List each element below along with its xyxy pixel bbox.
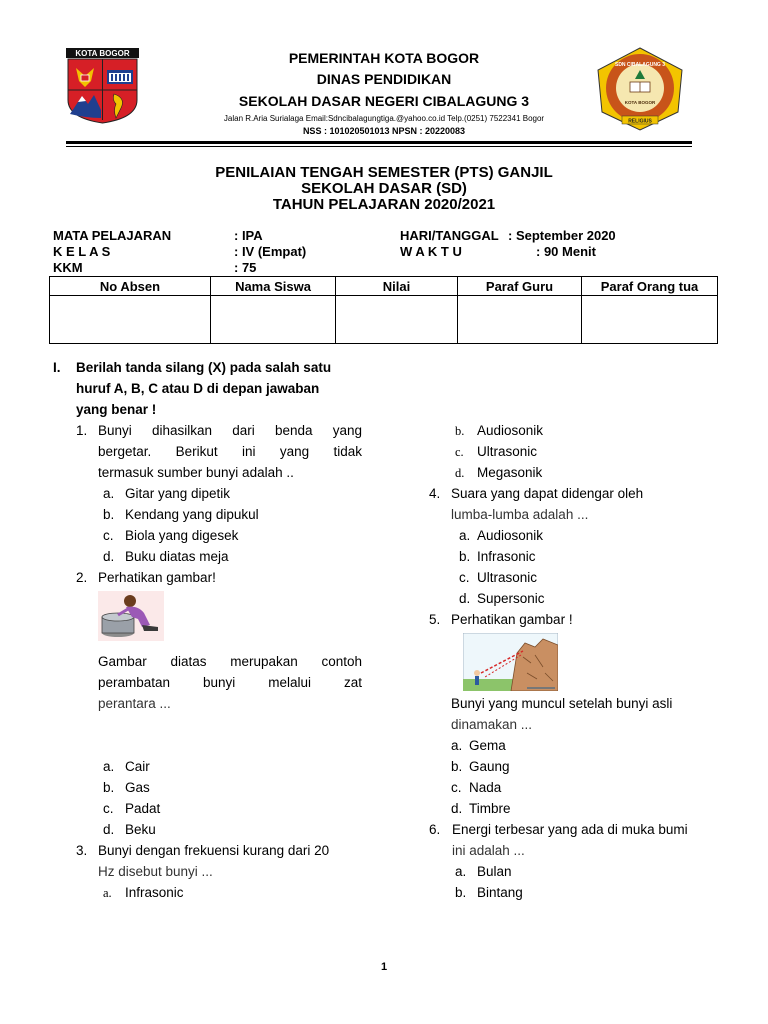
instruction-line-1: Berilah tanda silang (X) pada salah satu xyxy=(76,360,332,375)
time-label: W A K T U xyxy=(400,244,462,259)
q2-option-d-letter: d. xyxy=(103,822,115,837)
q2-option-c[interactable]: Padat xyxy=(125,801,161,816)
student-info-table xyxy=(49,276,718,344)
q2-line-3: perantara ... xyxy=(98,696,171,711)
q4-line-1: Suara yang dapat didengar oleh xyxy=(451,486,644,501)
q3-option-a-letter: a. xyxy=(103,886,112,900)
date-label: HARI/TANGGAL xyxy=(400,228,499,243)
col-nama-siswa: Nama Siswa xyxy=(211,277,336,296)
q3-option-a[interactable]: Infrasonic xyxy=(125,885,184,900)
cell-paraf-guru[interactable] xyxy=(458,296,582,344)
q4-option-a[interactable]: Audiosonik xyxy=(477,528,544,543)
q5-line-2: dinamakan ... xyxy=(451,717,533,732)
q1-option-c-letter: c. xyxy=(103,528,114,543)
q5-option-a[interactable]: Gema xyxy=(469,738,506,753)
q5-option-c[interactable]: Nada xyxy=(469,780,502,795)
seal-bottom-text: KOTA BOGOR xyxy=(624,100,656,105)
school-name: SEKOLAH DASAR NEGERI CIBALAGUNG 3 xyxy=(238,93,530,109)
q5-line-1: Bunyi yang muncul setelah bunyi asli xyxy=(451,696,673,711)
table-header-row xyxy=(50,277,718,296)
q3-option-d[interactable]: Megasonik xyxy=(477,465,543,480)
col-nilai: Nilai xyxy=(336,277,458,296)
q4-number: 4. xyxy=(429,486,441,501)
q1-line-3: termasuk sumber bunyi adalah .. xyxy=(98,465,294,480)
q5-option-d[interactable]: Timbre xyxy=(469,801,511,816)
q1-option-b-letter: b. xyxy=(103,507,115,522)
cell-paraf-ortu[interactable] xyxy=(582,296,718,344)
q2-option-d[interactable]: Beku xyxy=(125,822,156,837)
q1-number: 1. xyxy=(76,423,88,438)
date-value: : September 2020 xyxy=(508,228,616,243)
school-address: Jalan R.Aria Surialaga Email:Sdncibalagungtiga.@yahoo.co.id Telp.(0251) 7522341 Bogor xyxy=(223,114,545,123)
col-no-absen: No Absen xyxy=(50,277,211,296)
q2-number: 2. xyxy=(76,570,88,585)
q6-option-b-letter: b. xyxy=(455,885,467,900)
q2-option-a-letter: a. xyxy=(103,759,115,774)
q3-option-c[interactable]: Ultrasonic xyxy=(477,444,538,459)
q6-line-2: ini adalah ... xyxy=(452,843,525,858)
q2-option-c-letter: c. xyxy=(103,801,114,816)
kkm-value: : 75 xyxy=(234,260,257,275)
q4-option-b-letter: b. xyxy=(459,549,471,564)
q6-option-a-letter: a. xyxy=(455,864,467,879)
q1-line-2: bergetar. Berikut ini yang tidak xyxy=(98,444,362,459)
kkm-label: KKM xyxy=(53,260,83,275)
q2-option-a[interactable]: Cair xyxy=(125,759,150,774)
seal-motto: RELIGIUS xyxy=(628,118,652,125)
q2-line-2: perambatan bunyi melalui zat xyxy=(98,675,362,690)
class-value: : IV (Empat) xyxy=(234,244,307,259)
q3-option-b[interactable]: Audiosonik xyxy=(477,423,544,438)
exam-level: SEKOLAH DASAR (SD) xyxy=(301,180,467,197)
q6-option-b[interactable]: Bintang xyxy=(477,885,523,900)
class-label: K E L A S xyxy=(53,244,111,259)
q2-option-b-letter: b. xyxy=(103,780,115,795)
q3-line-2: Hz disebut bunyi ... xyxy=(98,864,213,879)
exam-title: PENILAIAN TENGAH SEMESTER (PTS) GANJIL xyxy=(215,164,553,181)
q3-option-c-letter: c. xyxy=(455,445,464,459)
q4-option-d-letter: d. xyxy=(459,591,471,606)
q1-option-b[interactable]: Kendang yang dipukul xyxy=(125,507,259,522)
col-paraf-guru: Paraf Guru xyxy=(458,277,582,296)
q1-option-a[interactable]: Gitar yang dipetik xyxy=(125,486,231,501)
q3-line-1: Bunyi dengan frekuensi kurang dari 20 xyxy=(98,843,330,858)
q6-option-a[interactable]: Bulan xyxy=(477,864,512,879)
header-divider-thin xyxy=(66,146,692,147)
agency-name: DINAS PENDIDIKAN xyxy=(316,71,452,87)
q5-option-a-letter: a. xyxy=(451,738,463,753)
q3-option-b-letter: b. xyxy=(455,424,465,438)
page-number: 1 xyxy=(380,961,388,973)
q4-option-d[interactable]: Supersonic xyxy=(477,591,545,606)
time-value: : 90 Menit xyxy=(536,244,596,259)
q5-number: 5. xyxy=(429,612,441,627)
q4-option-a-letter: a. xyxy=(459,528,471,543)
q2-prompt: Perhatikan gambar! xyxy=(98,570,216,585)
q6-line-1: Energi terbesar yang ada di muka bumi xyxy=(452,822,688,837)
q5-option-b-letter: b. xyxy=(451,759,463,774)
q3-option-d-letter: d. xyxy=(455,466,465,480)
exam-year: TAHUN PELAJARAN 2020/2021 xyxy=(272,196,496,213)
q5-prompt: Perhatikan gambar ! xyxy=(451,612,573,627)
q2-option-b[interactable]: Gas xyxy=(125,780,150,795)
q2-line-1: Gambar diatas merupakan contoh xyxy=(98,654,362,669)
q4-option-b[interactable]: Infrasonic xyxy=(477,549,536,564)
q1-option-d-letter: d. xyxy=(103,549,115,564)
subject-label: MATA PELAJARAN xyxy=(53,228,172,243)
q1-option-a-letter: a. xyxy=(103,486,115,501)
logo-text: KOTA BOGOR xyxy=(75,49,130,58)
instruction-line-3: yang benar ! xyxy=(76,402,157,417)
q2-illustration xyxy=(98,591,164,641)
seal-top-text: SDN CIBALAGUNG 3 xyxy=(614,62,666,68)
section-number: I. xyxy=(53,360,61,375)
col-paraf-ortu: Paraf Orang tua xyxy=(582,277,718,296)
cell-nilai[interactable] xyxy=(336,296,458,344)
q1-option-c[interactable]: Biola yang digesek xyxy=(125,528,239,543)
subject-value: : IPA xyxy=(234,228,263,243)
header-divider xyxy=(66,141,692,144)
q6-number: 6. xyxy=(429,822,441,837)
q4-line-2: lumba-lumba adalah ... xyxy=(451,507,589,522)
school-nss: NSS : 101020501013 NPSN : 20220083 xyxy=(302,126,466,136)
q4-option-c-letter: c. xyxy=(459,570,470,585)
table-row xyxy=(50,296,718,344)
q1-line-1: Bunyi dihasilkan dari benda yang xyxy=(98,423,362,438)
cell-nama-siswa[interactable] xyxy=(211,296,336,344)
q5-illustration xyxy=(463,633,558,691)
instruction-line-2: huruf A, B, C atau D di depan jawaban xyxy=(76,381,320,396)
cell-no-absen[interactable] xyxy=(50,296,211,344)
q3-number: 3. xyxy=(76,843,88,858)
q1-option-d[interactable]: Buku diatas meja xyxy=(125,549,229,564)
q4-option-c[interactable]: Ultrasonic xyxy=(477,570,538,585)
q5-option-d-letter: d. xyxy=(451,801,463,816)
q5-option-b[interactable]: Gaung xyxy=(469,759,510,774)
gov-name: PEMERINTAH KOTA BOGOR xyxy=(288,50,480,66)
q5-option-c-letter: c. xyxy=(451,780,462,795)
